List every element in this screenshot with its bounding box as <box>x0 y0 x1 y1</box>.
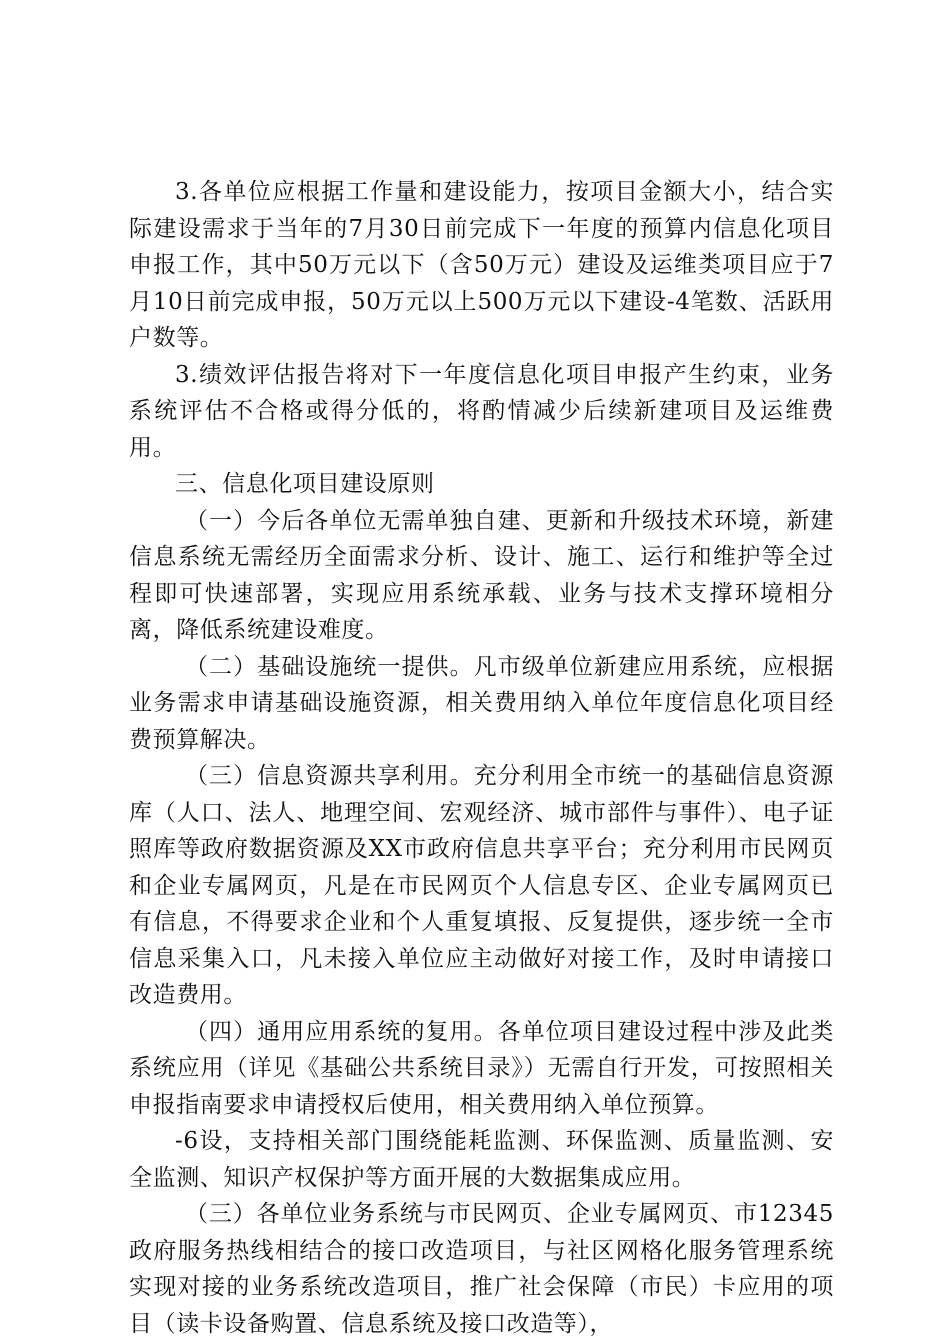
paragraph-interface-projects: （三）各单位业务系统与市民网页、企业专属网页、市12345政府服务热线相结合的接口改造项目，与社区网格化服务管理系统实现对接的业务系统改造项目，推广社会保障（市民）卡应用的项目（读卡设备购置、信息系统及接口改造等）， <box>129 1201 834 1337</box>
paragraph-principle-3: （三）信息资源共享利用。充分利用全市统一的基础信息资源库（人口、法人、地理空间、宏观经济、城市部件与事件）、电子证照库等政府数据资源及XX市政府信息共享平台；充分利用市民网页和企业专属网页，凡是在市民网页个人信息专区、企业专属网页已有信息，不得要求企业和个人重复填报、反复提供，逐步统一全市信息采集入口，凡未接入单位应主动做好对接工作，及时申请接口改造费用。 <box>129 763 834 1008</box>
section-heading-principles: 三、信息化项目建设原则 <box>175 471 435 497</box>
paragraph-performance-report: 3.绩效评估报告将对下一年度信息化项目申报产生约束，业务系统评估不合格或得分低的，将酌情减少后续新建项目及运维费用。 <box>129 361 834 461</box>
paragraph-principle-4: （四）通用应用系统的复用。各单位项目建设过程中涉及此类系统应用（详见《基础公共系统目录》）无需自行开发，可按照相关申报指南要求申请授权后使用，相关费用纳入单位预算。 <box>129 1018 834 1118</box>
document-body <box>129 174 834 1342</box>
paragraph-big-data: -6设，支持相关部门围绕能耗监测、环保监测、质量监测、安全监测、知识产权保护等方面开展的大数据集成应用。 <box>129 1128 834 1191</box>
paragraph-budget-deadline: 3.各单位应根据工作量和建设能力，按项目金额大小，结合实际建设需求于当年的7月30日前完成下一年度的预算内信息化项目申报工作，其中50万元以下（含50万元）建设及运维类项目应于7月10日前完成申报，50万元以上500万元以下建设-4笔数、活跃用户数等。 <box>129 179 834 351</box>
paragraph-principle-2: （二）基础设施统一提供。凡市级单位新建应用系统，应根据业务需求申请基础设施资源，相关费用纳入单位年度信息化项目经费预算解决。 <box>129 653 834 753</box>
paragraph-principle-1: （一）今后各单位无需单独自建、更新和升级技术环境，新建信息系统无需经历全面需求分析、设计、施工、运行和维护等全过程即可快速部署，实现应用系统承载、业务与技术支撑环境相分离，降低系统建设难度。 <box>129 507 834 643</box>
